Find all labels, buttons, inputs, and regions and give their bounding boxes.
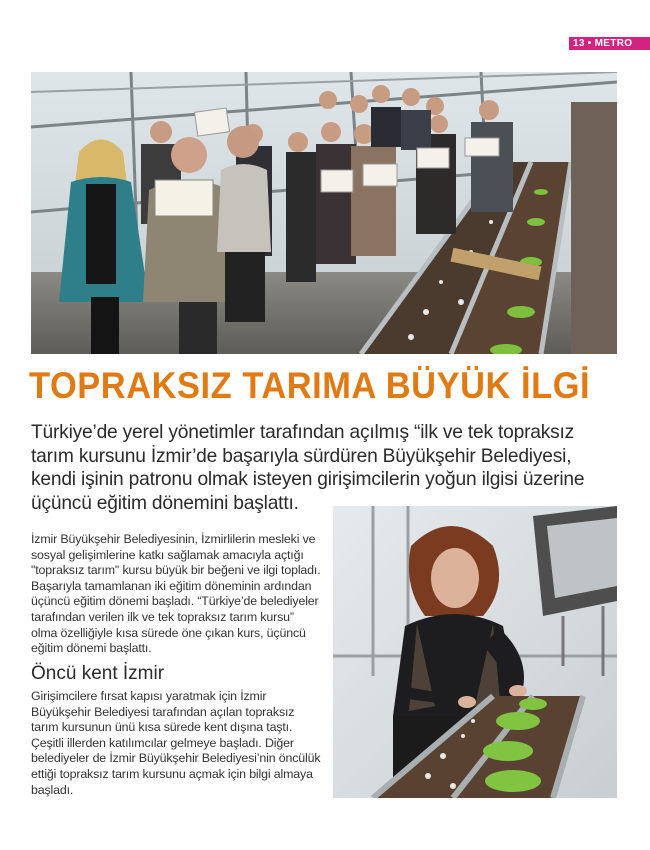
woman-planting-photo [333,506,617,798]
article-lead: Türkiye’de yerel yönetimler tarafından açılmış “ilk ve tek topraksız tarım kursunu İzmir’de başarıyla sürdüren Büyükşehir Belediyesi, kendi işinin patronu olmak isteyen girişimcilerin yoğun ilgisi üzerine üçüncü eğitim dönemini başlattı. [31,422,585,514]
group-photo-greenhouse [31,72,617,354]
section-subheading: Öncü kent İzmir [31,663,165,684]
page-number-badge: 13 • METRO [569,37,650,50]
article-headline: TOPRAKSIZ TARIMA BÜYÜK İLGİ [29,365,591,406]
body-paragraph-1: İzmir Büyükşehir Belediyesinin, İzmirlilerin mesleki ve sosyal gelişimlerine katkı sağlamak amacıyla açtığı "topraksız tarım" kursu büyük bir beğeni ve ilgi topladı. Başarıyla tamamlanan iki eğitim döneminin ardından üçüncü eğitim dönemi başladı. “Türkiye’de belediyeler tarafından verilen ilk ve tek topraksız tarım kursu” olma özelliğiyle kısa sürede öne çıkan kurs, üçüncü eğitim dönemi başlattı. [31,532,321,656]
body-paragraph-2: Girişimcilere fırsat kapısı yaratmak için İzmir Büyükşehir Belediyesi tarafından açılan topraksız tarım kursunun ünü kısa sürede kent dışına taştı. Çeşitli illerden katılımcılar gelmeye başladı. Diğer belediyeler de İzmir Büyükşehir Belediyesi’nin öncülük ettiği topraksız tarım kursunu açmak için bilgi almaya başladı. [31,689,321,797]
